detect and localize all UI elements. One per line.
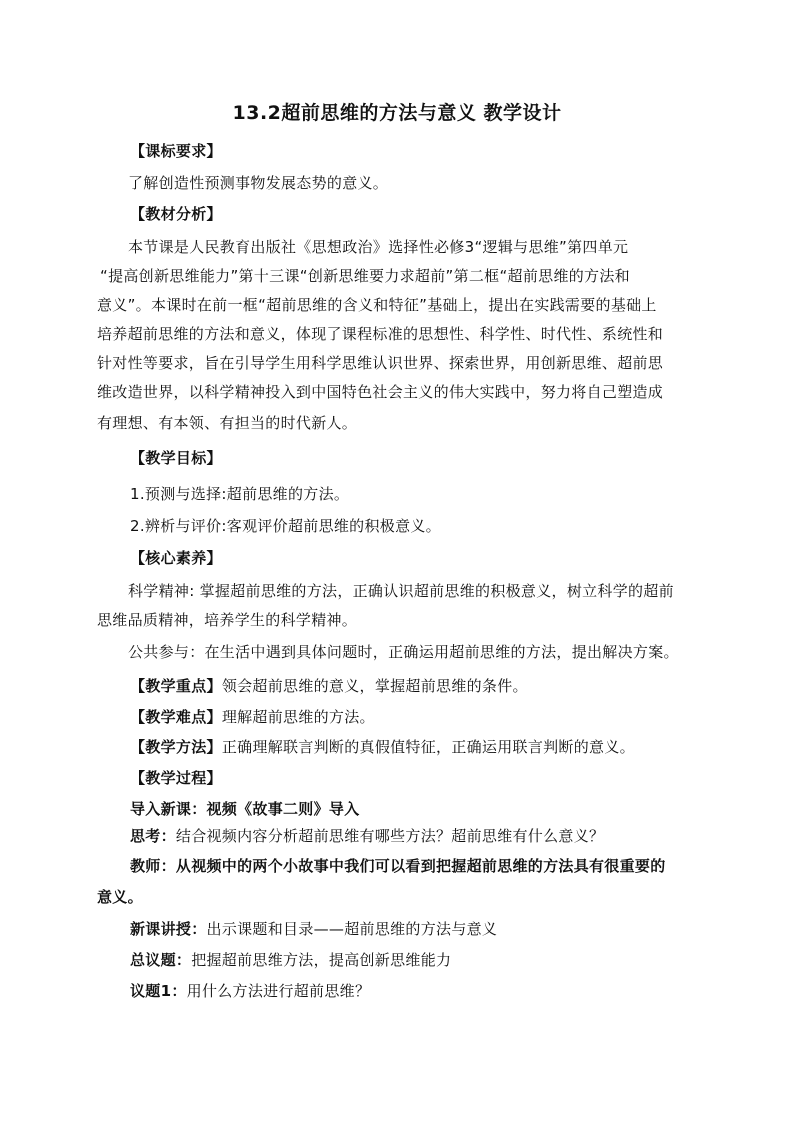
zongyiti-text: 把握超前思维方法，提高创新思维能力 xyxy=(191,951,452,969)
document-title: 13.2超前思维的方法与意义 教学设计 xyxy=(232,102,562,124)
zhongdian-label: 【教学重点】 xyxy=(130,677,222,695)
zongyiti-label: 总议题： xyxy=(130,951,192,969)
nandian-text: 理解超前思维的方法。 xyxy=(221,708,375,726)
fangfa-row xyxy=(130,736,635,757)
zhongdian-row xyxy=(130,675,528,696)
heading-jiaocai: 【教材分析】 xyxy=(130,205,222,223)
fangfa-text: 正确理解联言判断的真假值特征，正确运用联言判断的意义。 xyxy=(221,738,635,756)
jiaocai-line: 意义”。本课时在前一框“超前思维的含义和特征”基础上，提出在实践需要的基础上 xyxy=(97,296,657,314)
xinke-text: 出示课题和目录——超前思维的方法与意义 xyxy=(206,920,498,938)
suyang-line: 公共参与：在生活中遇到具体问题时，正确运用超前思维的方法，提出解决方案。 xyxy=(128,643,679,661)
jiaocai-line: “提高创新思维能力”第十三课“创新思维要力求超前”第二框“超前思维的方法和 xyxy=(100,267,630,285)
zhongdian-text: 领会超前思维的意义，掌握超前思维的条件。 xyxy=(221,677,528,695)
heading-mubiao: 【教学目标】 xyxy=(130,449,222,467)
yiti1-row xyxy=(130,980,370,1001)
yiti1-label: 议题1： xyxy=(130,982,187,1000)
mubiao-item: 2.辨析与评价:客观评价超前思维的积极意义。 xyxy=(130,517,441,535)
jiaocai-line: 本节课是人民教育出版社《思想政治》选择性必修3“逻辑与思维”第四单元 xyxy=(128,238,629,256)
kebiao-text: 了解创造性预测事物发展态势的意义。 xyxy=(128,174,389,192)
nandian-row xyxy=(130,706,375,727)
sikao-text: 结合视频内容分析超前思维有哪些方法？超前思维有什么意义？ xyxy=(175,827,605,845)
daoru-line: 导入新课：视频《故事二则》导入 xyxy=(130,800,360,818)
heading-suyang: 【核心素养】 xyxy=(130,549,222,567)
heading-kebiao: 【课标要求】 xyxy=(130,142,222,160)
yiti1-text: 用什么方法进行超前思维？ xyxy=(186,982,371,1000)
mubiao-item: 1.预测与选择:超前思维的方法。 xyxy=(130,485,350,503)
jiaoshi-line: 意义。 xyxy=(97,888,143,906)
jiaocai-line: 维改造世界，以科学精神投入到中国特色社会主义的伟大实践中，努力将自己塑造成 xyxy=(97,383,664,401)
heading-guocheng: 【教学过程】 xyxy=(130,769,222,787)
jiaocai-line: 针对性等要求，旨在引导学生用科学思维认识世界、探索世界，用创新思维、超前思 xyxy=(97,354,664,372)
xinke-row xyxy=(130,918,497,939)
zongyiti-row xyxy=(130,949,451,970)
jiaoshi-line: 教师：从视频中的两个小故事中我们可以看到把握超前思维的方法具有很重要的 xyxy=(130,857,666,875)
fangfa-label: 【教学方法】 xyxy=(130,738,222,756)
sikao-label: 思考： xyxy=(130,827,176,845)
suyang-line: 科学精神: 掌握超前思维的方法，正确认识超前思维的积极意义，树立科学的超前 xyxy=(128,582,674,600)
nandian-label: 【教学难点】 xyxy=(130,708,222,726)
jiaocai-line: 有理想、有本领、有担当的时代新人。 xyxy=(97,414,358,432)
jiaocai-line: 培养超前思维的方法和意义，体现了课程标准的思想性、科学性、时代性、系统性和 xyxy=(97,325,664,343)
suyang-line: 思维品质精神，培养学生的科学精神。 xyxy=(97,611,358,629)
sikao-row xyxy=(130,825,604,846)
xinke-label: 新课讲授： xyxy=(130,920,207,938)
